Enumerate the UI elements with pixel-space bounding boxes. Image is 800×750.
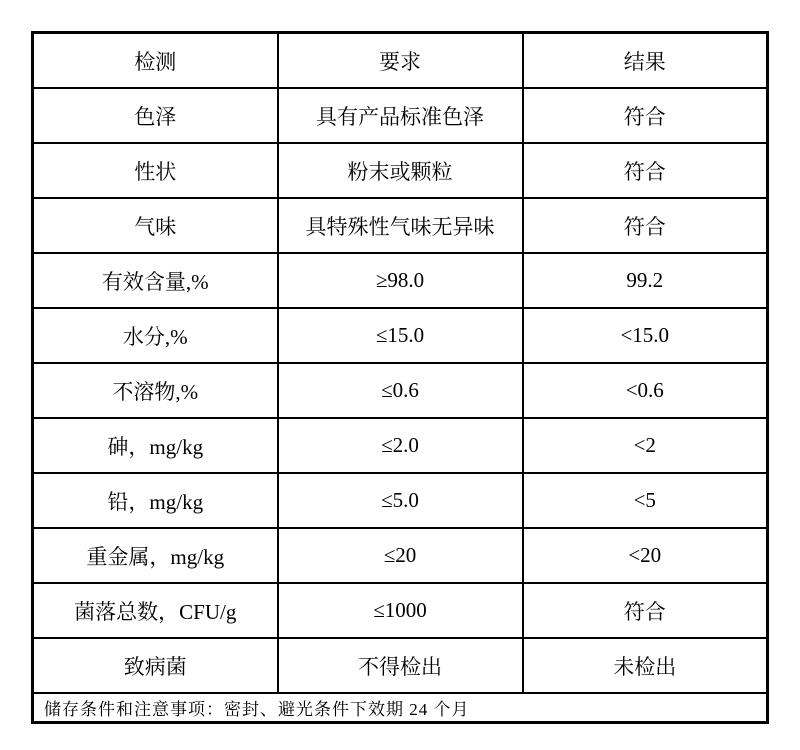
column-header-requirement: 要求 xyxy=(278,33,523,89)
column-header-test: 检测 xyxy=(33,33,278,89)
requirement-cell: 具特殊性气味无异味 xyxy=(278,198,523,253)
result-cell: 符合 xyxy=(523,198,768,253)
requirement-cell: ≤2.0 xyxy=(278,418,523,473)
requirement-cell: ≤20 xyxy=(278,528,523,583)
table-row xyxy=(33,88,768,143)
result-cell: <15.0 xyxy=(523,308,768,363)
column-header-result: 结果 xyxy=(523,33,768,89)
requirement-cell: ≤15.0 xyxy=(278,308,523,363)
result-cell: 未检出 xyxy=(523,638,768,693)
result-cell: 符合 xyxy=(523,143,768,198)
table-row xyxy=(33,363,768,418)
table-row xyxy=(33,473,768,528)
requirement-cell: 粉末或颗粒 xyxy=(278,143,523,198)
test-name-cell: 性状 xyxy=(33,143,278,198)
test-name-cell: 铅，mg/kg xyxy=(33,473,278,528)
table-row xyxy=(33,198,768,253)
test-name-cell: 有效含量,% xyxy=(33,253,278,308)
table-row xyxy=(33,418,768,473)
test-name-cell: 菌落总数，CFU/g xyxy=(33,583,278,638)
table-row xyxy=(33,528,768,583)
table-row xyxy=(33,253,768,308)
test-name-cell: 气味 xyxy=(33,198,278,253)
table-row xyxy=(33,638,768,693)
test-name-cell: 不溶物,% xyxy=(33,363,278,418)
table-row xyxy=(33,308,768,363)
result-cell: <5 xyxy=(523,473,768,528)
requirement-cell: ≤0.6 xyxy=(278,363,523,418)
result-cell: <0.6 xyxy=(523,363,768,418)
requirement-cell: ≥98.0 xyxy=(278,253,523,308)
test-name-cell: 重金属，mg/kg xyxy=(33,528,278,583)
result-cell: <20 xyxy=(523,528,768,583)
requirement-cell: 具有产品标准色泽 xyxy=(278,88,523,143)
storage-conditions-note: 储存条件和注意事项：密封、避光条件下效期 24 个月 xyxy=(33,693,768,723)
table-row xyxy=(33,143,768,198)
table-row xyxy=(33,583,768,638)
test-name-cell: 砷，mg/kg xyxy=(33,418,278,473)
inspection-table xyxy=(31,31,769,724)
table-footer-row xyxy=(33,693,768,723)
result-cell: <2 xyxy=(523,418,768,473)
result-cell: 99.2 xyxy=(523,253,768,308)
requirement-cell: 不得检出 xyxy=(278,638,523,693)
result-cell: 符合 xyxy=(523,88,768,143)
test-name-cell: 色泽 xyxy=(33,88,278,143)
test-name-cell: 致病菌 xyxy=(33,638,278,693)
requirement-cell: ≤1000 xyxy=(278,583,523,638)
table-header-row xyxy=(33,33,768,89)
test-name-cell: 水分,% xyxy=(33,308,278,363)
result-cell: 符合 xyxy=(523,583,768,638)
requirement-cell: ≤5.0 xyxy=(278,473,523,528)
